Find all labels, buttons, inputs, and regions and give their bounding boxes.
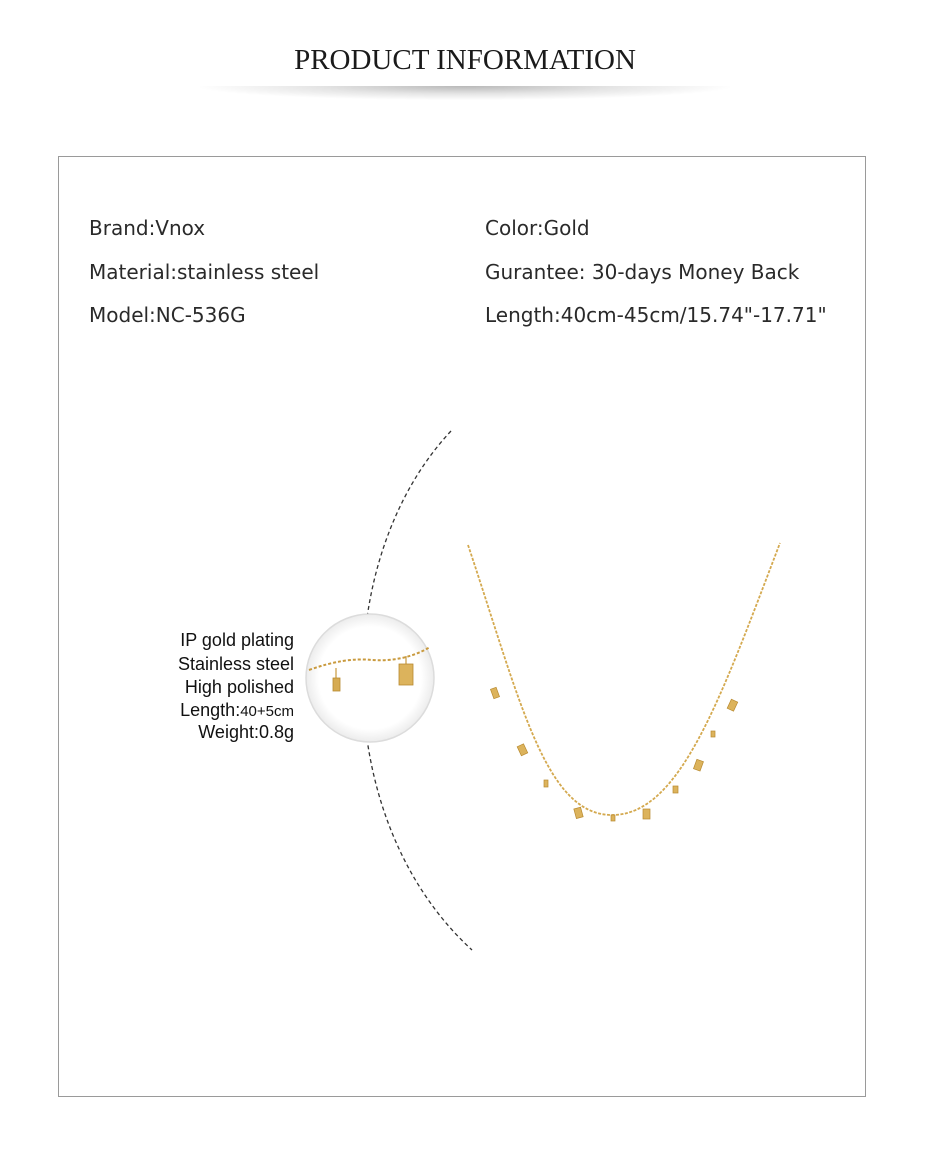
closeup-charm-small — [333, 678, 340, 691]
section-title: PRODUCT INFORMATION — [294, 44, 636, 76]
spec-length: Length:40cm-45cm/15.74"-17.71" — [485, 303, 827, 327]
detail-length-label: Length: — [180, 700, 241, 720]
detail-plating: IP gold plating — [180, 630, 294, 650]
spec-color: Color:Gold — [485, 216, 590, 240]
magnifier-circle — [306, 614, 434, 742]
detail-length-value: 40+5cm — [240, 703, 294, 720]
spec-guarantee: Gurantee: 30-days Money Back — [485, 260, 800, 284]
closeup-charm-large — [399, 664, 413, 685]
spec-material: Material:stainless steel — [89, 260, 320, 284]
detail-polish: High polished — [184, 677, 294, 697]
necklace-chain — [468, 543, 780, 815]
detail-steel: Stainless steel — [177, 654, 294, 674]
detail-weight: Weight:0.8g — [198, 722, 294, 742]
spec-brand: Brand:Vnox — [89, 216, 206, 240]
spec-model: Model:NC-536G — [89, 303, 246, 327]
necklace-charms — [490, 687, 737, 821]
